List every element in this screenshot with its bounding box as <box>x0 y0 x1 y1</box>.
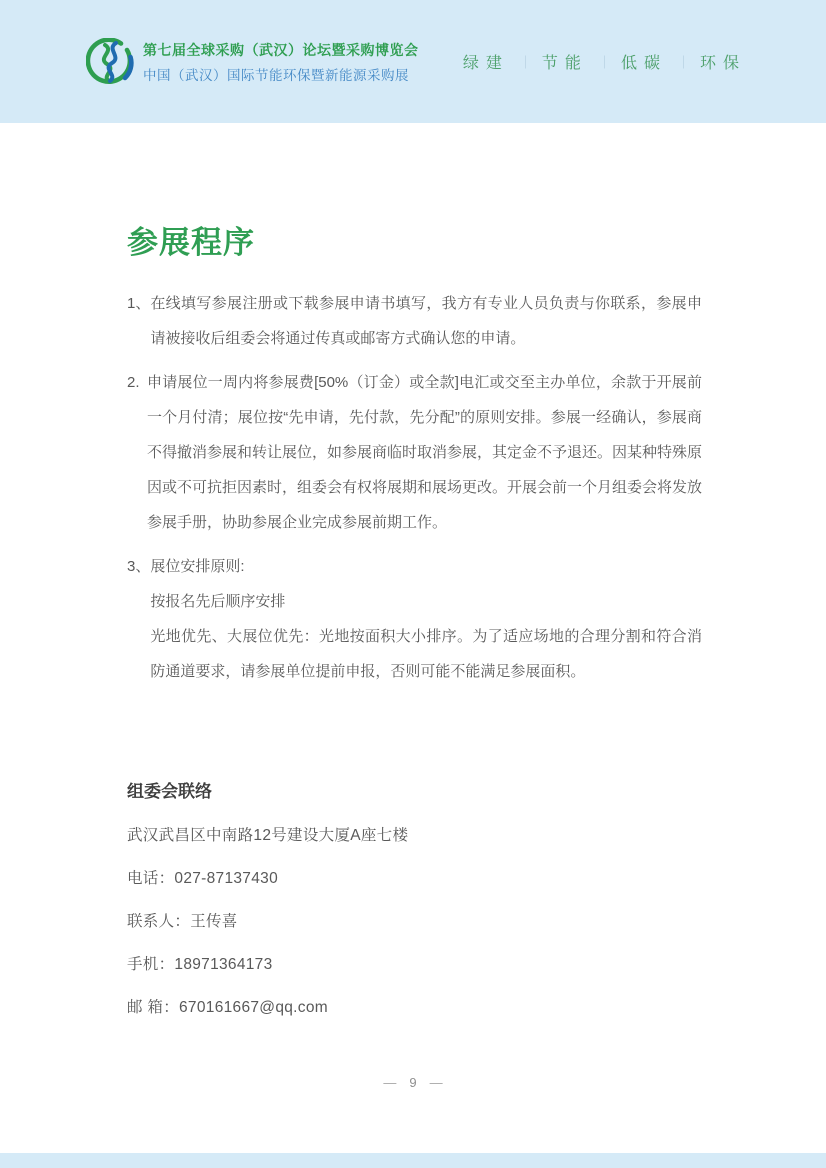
expo-logo-icon <box>86 38 134 86</box>
tag-separator: ｜ <box>518 55 532 70</box>
contact-person: 联系人：王传喜 <box>127 913 238 930</box>
contact-section <box>127 777 702 1017</box>
item-number: 1、 <box>127 295 151 312</box>
item-text: 申请展位一周内将参展费[50%（订金）或全款]电汇或交至主办单位，余款于开展前一个月付清；展位按“先申请，先付款，先分配”的原则安排。参展一经确认，参展商不得撤消参展和转让展位，如参展商临时取消参展，其定金不予退还。因某种特殊原因或不可抗拒因素时，组委会有权将展期和展场更改。开展会前一个月组委会将发放参展手册，协助参展企业完成参展前期工作。 <box>147 374 703 531</box>
page-header <box>0 0 826 123</box>
footer-dash: — <box>429 1075 443 1090</box>
footer-dash: — <box>383 1075 397 1090</box>
item-number: 3、 <box>127 558 151 575</box>
tag-energy-saving: 节能 <box>541 55 588 72</box>
tag-green-building: 绿建 <box>462 55 509 72</box>
procedure-list <box>127 286 702 689</box>
page-number: 9 <box>409 1075 417 1090</box>
expo-title: 第七届全球采购（武汉）论坛暨采购博览会 <box>143 41 419 58</box>
item-text: 在线填写参展注册或下载参展申请书填写，我方有专业人员负责与你联系，参展申请被接收后组委会将通过传真或邮寄方式确认您的申请。 <box>150 295 702 347</box>
item-sub-line: 按报名先后顺序安排 <box>150 593 286 610</box>
procedure-item-2 <box>127 365 702 540</box>
procedure-item-3 <box>127 549 702 689</box>
section-title: 参展程序 <box>127 225 255 260</box>
header-tags <box>463 50 746 73</box>
contact-address: 武汉武昌区中南路12号建设大厦A座七楼 <box>127 827 409 844</box>
procedure-item-1 <box>127 286 702 356</box>
tag-low-carbon: 低碳 <box>620 55 667 72</box>
tag-separator: ｜ <box>597 55 611 70</box>
item-sub-line: 光地优先、大展位优先：光地按面积大小排序。为了适应场地的合理分割和符合消防通道要求，请参展单位提前申报，否则可能不能满足参展面积。 <box>150 628 702 680</box>
item-text-line: 展位安排原则: <box>150 558 245 575</box>
header-titles <box>143 40 419 84</box>
contact-heading: 组委会联络 <box>127 782 212 801</box>
main-content <box>127 123 702 1017</box>
expo-subtitle: 中国（武汉）国际节能环保暨新能源采购展 <box>143 67 409 83</box>
tag-separator: ｜ <box>676 55 690 70</box>
item-text <box>150 549 702 689</box>
page-footer <box>0 1075 826 1090</box>
contact-email: 邮 箱：670161667@qq.com <box>127 999 328 1016</box>
contact-phone: 电话：027-87137430 <box>127 870 278 887</box>
item-number: 2. <box>127 374 140 391</box>
tag-environmental: 环保 <box>699 55 746 72</box>
footer-bar <box>0 1153 826 1168</box>
contact-mobile: 手机：18971364173 <box>127 956 273 973</box>
